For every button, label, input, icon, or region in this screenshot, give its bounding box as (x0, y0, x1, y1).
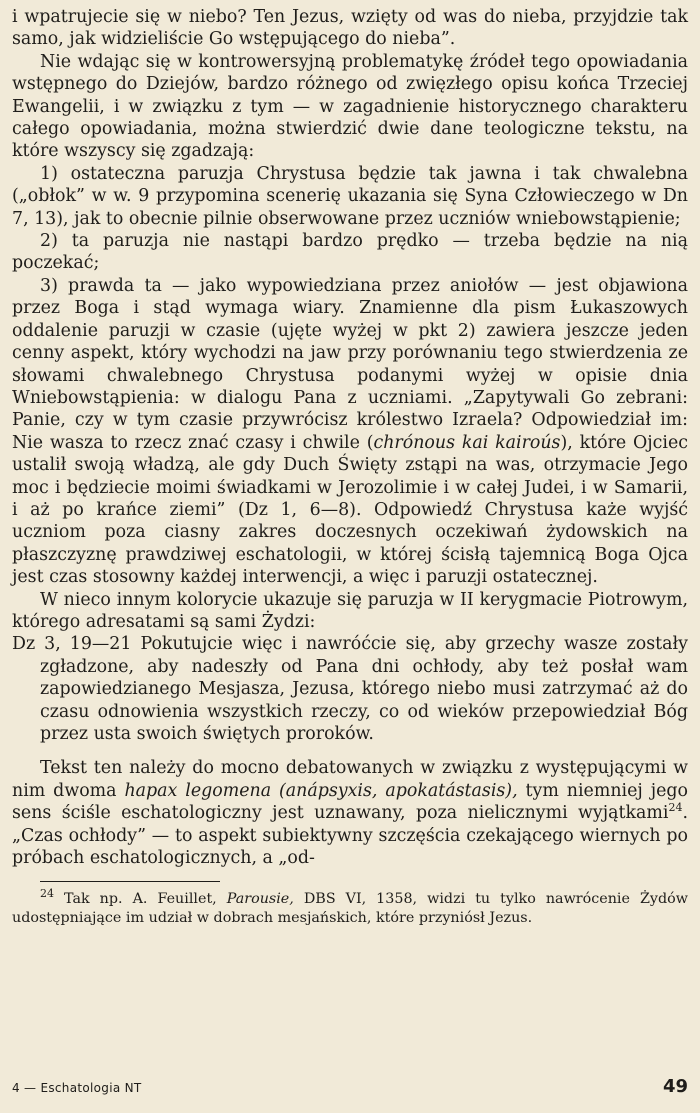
text-run: 1) ostateczna paruzja Chrystusa będzie tak jawna i tak chwalebna („obłok” w w. 9 przypomina scenerię ukazania się Syna Człowieczego w Dn 7, 13), jak to obecnie pilnie obserwowane przez uczniów wniebowstąpienie; (12, 163, 688, 229)
text-run: . „Czas ochłody” — to aspekt subiektywny szczęścia czekającego wiernych po próbach eschatologicznych, a „od- (12, 803, 688, 869)
paragraph-text-debate (12, 757, 688, 869)
footnote-24 (12, 887, 688, 928)
italic-term: hapax legomena (anápsyxis, apokatástasis), (124, 780, 518, 801)
italic-term: Parousie, (226, 891, 294, 908)
footnote-ref: 24 (668, 801, 683, 815)
list-item-2 (12, 230, 688, 275)
text-run: ), które Ojciec ustalił swoją władzą, ale gdy Duch Święty zstąpi na was, otrzymacie Jego moc i będziecie moimi świadkami w Jerozolimie i w całej Judei, i w Samarii, i aż po krańce ziemi” (Dz 1, 6—8). Odpowiedź Chrystusa każe wyjść uczniom poza ciasny zakres doczesnych oczekiwań żydowskich na płaszczyznę prawdziwej eschatologii, w której ścisłą tajemnicą Boga Ojca jest czas stosowny każdej interwencji, a więc i paruzji ostatecznej. (12, 432, 689, 588)
text-run: 2) ta paruzja nie nastąpi bardzo prędko — trzeba będzie na nią poczekać; (12, 231, 688, 274)
page-number: 49 (662, 1076, 688, 1097)
text-run: Tekst ten należy do mocno debatowanych w związku z występującymi w nim dwoma (12, 758, 688, 801)
text-run: W nieco innym kolorycie ukazuje się paruzja w II kerygmacie Piotrowym, którego adresatami są sami Żydzi: (12, 589, 688, 632)
text-run: Dz 3, 19—21 Pokutujcie więc i nawróćcie się, aby grzechy wasze zostały zgładzone, aby nadeszły od Pana dni ochłody, aby też posłał wam zapowiedzianego Mesjasza, Jezusa, którego niebo musi zatrzymać aż do czasu odnowienia wszystkich rzeczy, co od wieków przepowiedział Bóg przez usta swoich świętych proroków. (12, 634, 688, 744)
page-footer (12, 1076, 688, 1097)
paragraph-kerygma (12, 589, 688, 634)
paragraph-sources (12, 51, 688, 163)
list-item-1 (12, 163, 688, 230)
footnote-rule (40, 881, 220, 882)
list-item-3 (12, 275, 688, 589)
text-run: Nie wdając się w kontrowersyjną problematykę źródeł tego opowiadania wstępnego do Dziejów, bardzo różnego od zwięzłego opisu końca Trzeciej Ewangelii, i w związku z tym — w zagadnienie historycznego charakteru całego opowiadania, można stwierdzić dwie dane teologiczne tekstu, na które wszyscy się zgadzają: (12, 51, 688, 162)
text-run: DBS VI, 1358, widzi tu tylko nawrócenie Żydów udostępniające im udział w dobrach mesjańskich, które przyniósł Jezus. (12, 891, 688, 927)
text-run: tym niemniej jego sens ściśle eschatologiczny jest uznawany, poza nielicznymi wyjątkami (12, 780, 689, 824)
signature-mark: 4 — Eschatologia NT (12, 1081, 142, 1095)
main-text (12, 6, 688, 869)
footnote-ref: 24 (40, 887, 54, 901)
italic-term: chrónous kai kairoús (373, 432, 561, 453)
text-run: i wpatrujecie się w niebo? Ten Jezus, wzięty od was do nieba, przyjdzie tak samo, jak widzieliście Go wstępującego do nieba”. (12, 7, 688, 50)
paragraph-continuation (12, 6, 688, 51)
footnotes (12, 887, 688, 928)
text-run: 3) prawda ta — jako wypowiedziana przez aniołów — jest objawiona przez Boga i stąd wymaga wiary. Znamienne dla pism Łukaszowych oddalenie paruzji w czasie (ujęte wyżej w pkt 2) zawiera jeszcze jeden cenny aspekt, który wychodzi na jaw przy porównaniu tego stwierdzenia ze słowami chwalebnego Chrystusa podanymi wyżej w opisie dnia Wniebowstąpienia: w dialogu Pana z uczniami. „Zapytywali Go zebrani: Panie, czy w tym czasie przywrócisz królestwo Izraela? Odpowiedział im: Nie wasza to rzecz znać czasy i chwile ( (12, 275, 688, 453)
quotation-acts (12, 633, 688, 745)
text-run: Tak np. A. Feuillet, (54, 891, 227, 908)
